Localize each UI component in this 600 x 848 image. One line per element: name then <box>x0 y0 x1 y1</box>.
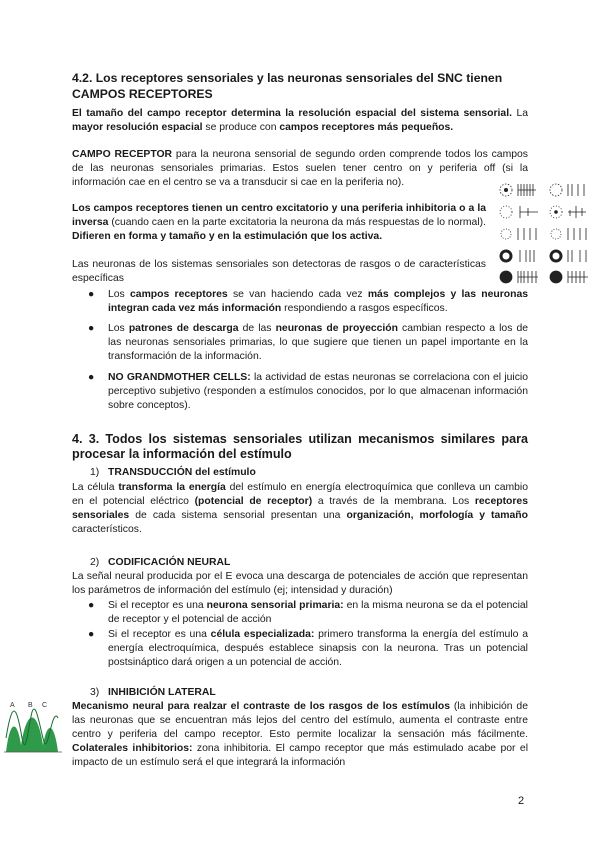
text: Si el receptor es una <box>108 629 211 640</box>
text: característicos. <box>72 524 142 535</box>
excitation-area <box>20 718 44 753</box>
subheading-transduccion <box>90 466 256 480</box>
bold-text: célula especializada: <box>210 629 315 640</box>
bold-text: neurona sensorial primaria: <box>206 600 344 611</box>
bold-text: CAMPO RECEPTOR <box>72 149 173 160</box>
paragraph-inhibicion <box>72 700 528 770</box>
bold-text: transforma la energía <box>118 482 226 493</box>
section-heading-4-3: 4. 3. Todos los sistemas sensoriales utilizan mecanismos similares para procesar la información del estímulo <box>72 432 528 461</box>
bold-text: Mecanismo neural para realzar el contraste de los rasgos de los estímulos <box>72 701 450 712</box>
text: Los <box>108 323 129 334</box>
heading-line-1: 4.2. Los receptores sensoriales y las neuronas sensoriales del SNC tienen <box>72 71 503 85</box>
subheading-title: TRANSDUCCIÓN del estímulo <box>108 467 256 478</box>
label-c: C <box>42 702 48 709</box>
paragraph-detectoras <box>72 258 486 286</box>
text: se van haciendo cada vez <box>227 289 368 300</box>
text: para la neurona sensorial de segundo orden comprende todos los campos de las neuronas sensoriales primarias. Estos suelen tener centro on y periferia off (si la información cae en el centro se va a transducir si cae en la periferia no). <box>72 149 528 188</box>
receptive-field-row-5 <box>500 271 588 283</box>
paragraph-centro-periferia <box>72 202 486 244</box>
heading-line-2: CAMPOS RECEPTORES <box>72 87 213 101</box>
paragraph-codificacion <box>72 570 528 598</box>
text: La <box>511 108 528 119</box>
subheading-codificacion <box>90 556 230 570</box>
bullet-text <box>108 371 528 413</box>
bullet-icon: ● <box>88 629 95 640</box>
bold-text: Colaterales inhibitorios: <box>72 743 193 754</box>
text: Las neuronas de los sistemas sensoriales son detectoras de rasgos o de características específicas <box>72 259 486 284</box>
bullet-icon: ● <box>88 600 95 611</box>
subheading-number: 3) <box>90 687 100 698</box>
bold-text: Difieren en forma y tamaño y en la estimulación que los activa. <box>72 231 383 242</box>
bullet-icon: ● <box>88 289 95 300</box>
receptive-field-row-2 <box>500 206 586 218</box>
bold-text: más complejos y las neuronas integran cada vez más información <box>108 289 529 314</box>
bullet-text <box>108 322 528 364</box>
section-heading-4-2 <box>72 70 528 102</box>
bold-text: campos receptores más pequeños. <box>279 122 454 133</box>
bullet-grandmother-cells <box>90 371 528 413</box>
text: (cuando caen en la parte excitatoria la neurona da más respuestas de lo normal). <box>108 217 486 228</box>
text: se produce con <box>202 122 280 133</box>
text: a través de la membrana. Los <box>312 496 475 507</box>
label-b: B <box>28 702 33 709</box>
bold-text: (potencial de receptor) <box>194 496 313 507</box>
bullet-neurona-primaria <box>90 599 528 627</box>
receptive-field-row-3 <box>501 228 586 240</box>
text: en la misma neurona se da el potencial de receptor y el potencial de acción <box>108 600 528 625</box>
bullet-celula-especializada <box>90 628 528 670</box>
paragraph-resolution <box>72 107 528 135</box>
text: del estímulo en energía electroquímica que conlleva un cambio en el potencial eléctrico <box>72 482 528 507</box>
text: La célula <box>72 482 119 493</box>
receptive-field-row-4 <box>501 250 586 262</box>
bullet-icon: ● <box>88 372 95 383</box>
bold-text: patrones de descarga <box>128 323 239 334</box>
label-a: A <box>10 702 15 709</box>
bold-text: neuronas de proyección <box>275 323 398 334</box>
text: respondiendo a rasgos específicos. <box>281 303 448 314</box>
bold-text: El tamaño del campo receptor determina la resolución espacial del sistema sensorial. <box>72 108 512 119</box>
text: primero transforma la energía del estímulo a energía electroquímica, después establece sinapsis con la neurona. Tras un potencial postsináptico dará origen a un potencial de acción. <box>108 629 528 668</box>
bullet-campos-complejos <box>90 288 528 316</box>
text: Si el receptor es una <box>108 600 207 611</box>
bold-text: campos receptores <box>130 289 228 300</box>
subheading-title: INHIBICIÓN LATERAL <box>108 687 216 698</box>
bold-text: Los campos receptores tienen un centro excitatorio y una periferia inhibitoria o a la inversa <box>72 203 486 228</box>
bold-text: NO GRANDMOTHER CELLS: <box>108 372 251 383</box>
paragraph-campo-receptor <box>72 148 528 190</box>
bullet-icon: ● <box>88 323 95 334</box>
excitation-area <box>6 727 22 753</box>
text: (la inhibición de las neuronas que se encuentran más lejos del centro del estímulo, aumenta el contraste entre centro y periferia del campo receptor. Esto permite localizar la sensación más fácilmente. <box>72 701 528 740</box>
bullet-text <box>108 599 528 627</box>
bullet-text <box>108 288 528 316</box>
lateral-inhibition-figure <box>4 698 62 754</box>
bold-text: organización, morfología y tamaño <box>346 510 529 521</box>
text: de cada sistema sensorial presentan una <box>129 510 347 521</box>
text: La señal neural producida por el E evoca una descarga de potenciales de acción que representan los parámetros de información del estímulo (ej; intensidad y duración) <box>72 571 528 596</box>
subheading-inhibicion <box>90 686 216 700</box>
subheading-number: 2) <box>90 557 100 568</box>
paragraph-transduccion <box>72 481 528 537</box>
receptive-field-row-1 <box>500 184 584 196</box>
text: Los <box>108 289 131 300</box>
bold-text: receptores sensoriales <box>72 496 528 521</box>
subheading-number: 1) <box>90 467 100 478</box>
receptive-fields-figure <box>496 180 592 284</box>
bullet-text <box>108 628 528 670</box>
text: cambian respecto a los de las neuronas sensoriales primarias, lo que sugiere que tienen un papel importante en la transformación de la información. <box>108 323 528 362</box>
bold-text: mayor resolución espacial <box>72 122 203 133</box>
page-number: 2 <box>518 795 525 807</box>
bullet-patrones-descarga <box>90 322 528 364</box>
text: de las <box>238 323 276 334</box>
text: zona inhibitoria. El campo receptor que más estimulado acabe por el impacto de un estímulo será el que integrará la información <box>72 743 529 768</box>
text: la actividad de estas neuronas se correlaciona con el juicio perceptivo subjetivo (responden a estímulos conocidos, por lo que almacenan información sobre conceptos). <box>108 372 528 411</box>
subheading-title: CODIFICACIÓN NEURAL <box>108 557 231 568</box>
